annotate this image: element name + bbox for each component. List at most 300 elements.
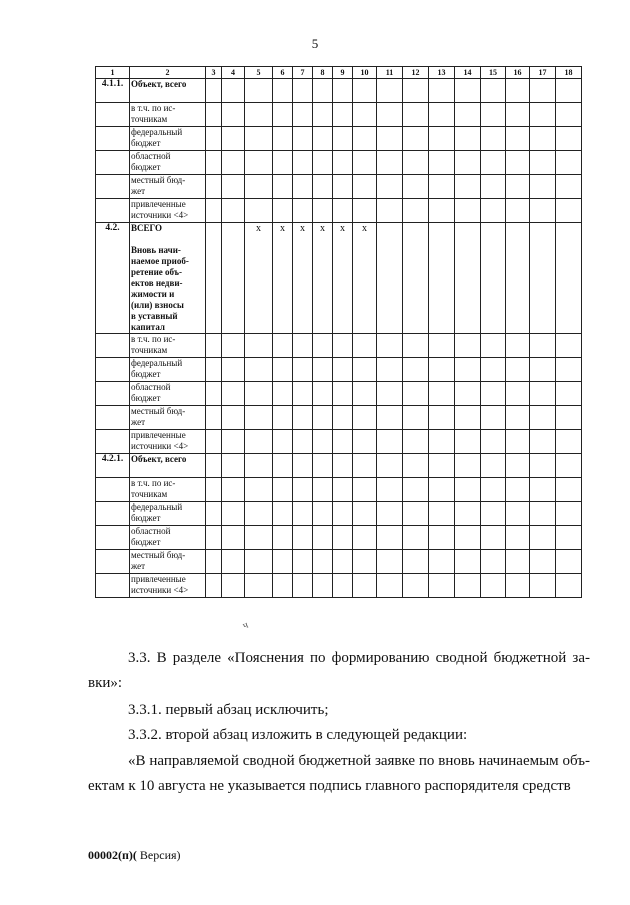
table-cell: [206, 574, 222, 598]
row-label-cell: привлеченные источники <4>: [130, 430, 206, 454]
table-cell: [206, 79, 222, 103]
table-cell: [273, 478, 293, 502]
table-cell: [245, 127, 273, 151]
footer-version: Версия): [136, 848, 181, 862]
column-number: 12: [403, 67, 429, 79]
table-cell: [206, 454, 222, 478]
row-number-cell: 4.1.1.: [96, 79, 130, 103]
table-cell: [455, 382, 481, 406]
footer-code: 00002(п)(: [88, 848, 137, 862]
table-cell: [429, 175, 455, 199]
table-cell: [222, 550, 245, 574]
table-cell: [313, 550, 333, 574]
column-number: 17: [530, 67, 556, 79]
table-cell: [333, 430, 353, 454]
table-cell: [556, 574, 582, 598]
table-cell: [333, 382, 353, 406]
table-cell: [556, 454, 582, 478]
table-cell: [506, 223, 530, 334]
table-cell: [530, 526, 556, 550]
table-cell: [293, 550, 313, 574]
table-cell: [377, 223, 403, 334]
table-cell: [245, 199, 273, 223]
table-cell: [206, 550, 222, 574]
table-cell: [206, 382, 222, 406]
table-cell: [273, 334, 293, 358]
table-cell: [530, 151, 556, 175]
table-cell: [403, 478, 429, 502]
table-cell: [403, 79, 429, 103]
table-cell: [429, 151, 455, 175]
table-cell: [530, 550, 556, 574]
table-cell: [206, 334, 222, 358]
table-cell: [481, 526, 506, 550]
table-cell: [293, 175, 313, 199]
table-cell: [556, 382, 582, 406]
table-cell: [313, 454, 333, 478]
table-cell: [481, 151, 506, 175]
table-cell: [506, 430, 530, 454]
table-cell: [222, 151, 245, 175]
table-cell: [245, 502, 273, 526]
table-cell: [481, 382, 506, 406]
table-cell: [429, 430, 455, 454]
table-cell: [313, 103, 333, 127]
table-cell: [429, 334, 455, 358]
table-cell: [245, 175, 273, 199]
table-cell: [506, 103, 530, 127]
column-number: 8: [313, 67, 333, 79]
table-cell: [530, 430, 556, 454]
row-number-cell: 4.2.: [96, 223, 130, 334]
table-cell: [455, 454, 481, 478]
table-cell: [556, 478, 582, 502]
table-cell: [293, 79, 313, 103]
table-cell: [403, 382, 429, 406]
table-cell: [273, 502, 293, 526]
table-cell: [245, 382, 273, 406]
row-label-cell: привлеченные источники <4>: [130, 199, 206, 223]
table-row: [96, 103, 582, 127]
table-cell: [455, 334, 481, 358]
table-cell: [206, 223, 222, 334]
table-row: [96, 430, 582, 454]
table-cell: [377, 406, 403, 430]
table-cell: [506, 502, 530, 526]
table-cell: [506, 478, 530, 502]
table-cell: [293, 574, 313, 598]
table-cell: [273, 199, 293, 223]
table-cell: [455, 151, 481, 175]
table-cell: [481, 127, 506, 151]
table-row: [96, 526, 582, 550]
table-cell: [313, 502, 333, 526]
table-cell: [429, 550, 455, 574]
row-label-cell: Объект, всего: [130, 79, 206, 103]
row-number-cell: [96, 103, 130, 127]
table-cell: [429, 502, 455, 526]
table-cell: [353, 151, 377, 175]
table-cell: [455, 430, 481, 454]
table-cell: [429, 526, 455, 550]
table-cell: [377, 454, 403, 478]
table-cell: [333, 103, 353, 127]
table-cell: [530, 103, 556, 127]
table-cell: [530, 454, 556, 478]
table-cell: [353, 478, 377, 502]
table-cell: [455, 175, 481, 199]
table-cell: [506, 526, 530, 550]
table-cell: [293, 199, 313, 223]
table-cell: [481, 502, 506, 526]
paragraph-3-3-1: 3.3.1. первый абзац исключить;: [128, 702, 329, 718]
paragraph-3-3: 3.3. В разделе «Пояснения по формированию сводной бюджетной за-вки»:: [88, 650, 590, 691]
table-cell: [403, 502, 429, 526]
not-applicable-mark: x: [245, 223, 273, 334]
table-cell: [556, 79, 582, 103]
row-label-cell: местный бюд- жет: [130, 550, 206, 574]
table-cell: [293, 334, 313, 358]
table-cell: [506, 334, 530, 358]
table-cell: [273, 127, 293, 151]
table-cell: [206, 199, 222, 223]
table-cell: [353, 79, 377, 103]
row-label-cell: областной бюджет: [130, 526, 206, 550]
table-cell: [455, 223, 481, 334]
table-cell: [206, 151, 222, 175]
table-cell: [506, 151, 530, 175]
table-row: [96, 334, 582, 358]
row-label-cell: областной бюджет: [130, 151, 206, 175]
table-cell: [403, 550, 429, 574]
table-cell: [530, 358, 556, 382]
table-cell: [506, 199, 530, 223]
table-cell: [506, 574, 530, 598]
table-cell: [293, 454, 313, 478]
table-cell: [377, 502, 403, 526]
table-cell: [429, 103, 455, 127]
row-number-cell: [96, 430, 130, 454]
table-cell: [429, 478, 455, 502]
table-cell: [333, 478, 353, 502]
table-cell: [353, 199, 377, 223]
table-cell: [455, 574, 481, 598]
table-cell: [353, 574, 377, 598]
table-cell: [403, 223, 429, 334]
table-cell: [245, 454, 273, 478]
scan-mark: ч: [241, 619, 250, 632]
table-cell: [455, 103, 481, 127]
table-cell: [273, 550, 293, 574]
column-number: 6: [273, 67, 293, 79]
column-number: 16: [506, 67, 530, 79]
table-cell: [506, 358, 530, 382]
row-label-cell: областной бюджет: [130, 382, 206, 406]
table-cell: [222, 103, 245, 127]
table-cell: [377, 574, 403, 598]
row-number-cell: [96, 382, 130, 406]
table-cell: [222, 79, 245, 103]
table-cell: [222, 127, 245, 151]
table-cell: [556, 502, 582, 526]
table-cell: [293, 406, 313, 430]
row-number-cell: [96, 199, 130, 223]
table-cell: [530, 199, 556, 223]
table-cell: [333, 454, 353, 478]
row-label-cell: ВСЕГО Вновь начи- наемое приоб- ретение объ- ектов недви- жимости и (или) взносы в уставный капитал: [130, 223, 206, 334]
table-row: [96, 454, 582, 478]
column-number: 7: [293, 67, 313, 79]
table-cell: [206, 103, 222, 127]
table-cell: [273, 430, 293, 454]
table-cell: [481, 430, 506, 454]
table-cell: [293, 127, 313, 151]
row-label-cell: привлеченные источники <4>: [130, 574, 206, 598]
row-number-cell: [96, 574, 130, 598]
row-number-cell: [96, 151, 130, 175]
table-cell: [333, 334, 353, 358]
table-row: [96, 223, 582, 334]
table-cell: [377, 127, 403, 151]
table-cell: [353, 103, 377, 127]
table-cell: [403, 334, 429, 358]
table-cell: [377, 358, 403, 382]
table-cell: [481, 223, 506, 334]
table-row: [96, 358, 582, 382]
table-cell: [506, 79, 530, 103]
table-cell: [353, 526, 377, 550]
table-cell: [313, 151, 333, 175]
table-cell: [273, 103, 293, 127]
table-cell: [353, 175, 377, 199]
table-cell: [245, 79, 273, 103]
table-cell: [313, 430, 333, 454]
table-cell: [222, 478, 245, 502]
table-row: [96, 502, 582, 526]
table-row: [96, 127, 582, 151]
table-cell: [222, 526, 245, 550]
column-number: 15: [481, 67, 506, 79]
table-cell: [313, 406, 333, 430]
table-cell: [556, 151, 582, 175]
table-cell: [530, 334, 556, 358]
table-cell: [455, 526, 481, 550]
table-cell: [403, 199, 429, 223]
table-cell: [556, 430, 582, 454]
table-cell: [245, 406, 273, 430]
column-number: 2: [130, 67, 206, 79]
table-cell: [429, 79, 455, 103]
table-cell: [333, 199, 353, 223]
table-row: [96, 199, 582, 223]
table-cell: [333, 406, 353, 430]
table-cell: [353, 406, 377, 430]
table-cell: [481, 358, 506, 382]
row-number-cell: [96, 175, 130, 199]
table-cell: [556, 526, 582, 550]
table-cell: [429, 382, 455, 406]
table-cell: [245, 151, 273, 175]
table-cell: [556, 406, 582, 430]
table-row: [96, 478, 582, 502]
table-cell: [481, 454, 506, 478]
table-cell: [333, 79, 353, 103]
table-cell: [530, 382, 556, 406]
table-cell: [455, 478, 481, 502]
table-cell: [481, 103, 506, 127]
row-label-cell: местный бюд- жет: [130, 175, 206, 199]
table-cell: [377, 79, 403, 103]
table-cell: [222, 382, 245, 406]
table-cell: [273, 406, 293, 430]
table-cell: [429, 199, 455, 223]
column-number: 14: [455, 67, 481, 79]
table-cell: [222, 199, 245, 223]
table-cell: [429, 127, 455, 151]
table-cell: [313, 478, 333, 502]
table-cell: [403, 526, 429, 550]
table-cell: [353, 127, 377, 151]
table-cell: [481, 199, 506, 223]
table-cell: [293, 358, 313, 382]
table-cell: [530, 79, 556, 103]
table-cell: [273, 454, 293, 478]
table-cell: [293, 382, 313, 406]
table-cell: [222, 175, 245, 199]
table-cell: [206, 502, 222, 526]
table-cell: [377, 478, 403, 502]
table-cell: [333, 502, 353, 526]
table-cell: [556, 199, 582, 223]
table-cell: [530, 223, 556, 334]
table-cell: [530, 406, 556, 430]
column-number: 1: [96, 67, 130, 79]
table-cell: [455, 502, 481, 526]
table-cell: [506, 127, 530, 151]
table-cell: [273, 526, 293, 550]
table-cell: [313, 382, 333, 406]
table-cell: [556, 103, 582, 127]
table-cell: [530, 574, 556, 598]
table-cell: [455, 406, 481, 430]
column-number: 5: [245, 67, 273, 79]
row-number-cell: [96, 526, 130, 550]
row-label-cell: федеральный бюджет: [130, 502, 206, 526]
table-cell: [222, 502, 245, 526]
row-label-cell: федеральный бюджет: [130, 127, 206, 151]
column-number: 13: [429, 67, 455, 79]
not-applicable-mark: x: [313, 223, 333, 334]
row-label-cell: в т.ч. по ис- точникам: [130, 478, 206, 502]
table-cell: [353, 358, 377, 382]
row-label-cell: федеральный бюджет: [130, 358, 206, 382]
table-cell: [245, 430, 273, 454]
table-cell: [429, 223, 455, 334]
table-cell: [377, 199, 403, 223]
table-cell: [333, 358, 353, 382]
table-row: [96, 382, 582, 406]
table-cell: [506, 454, 530, 478]
table-cell: [313, 526, 333, 550]
table-cell: [506, 175, 530, 199]
row-label-cell: Объект, всего: [130, 454, 206, 478]
table-row: [96, 574, 582, 598]
table-cell: [222, 334, 245, 358]
table-cell: [333, 151, 353, 175]
row-number-cell: [96, 334, 130, 358]
table-cell: [377, 151, 403, 175]
table-cell: [245, 334, 273, 358]
table-cell: [506, 382, 530, 406]
table-cell: [273, 151, 293, 175]
table-cell: [530, 127, 556, 151]
column-number: 9: [333, 67, 353, 79]
table-cell: [530, 478, 556, 502]
table-cell: [429, 574, 455, 598]
row-label-cell: местный бюд- жет: [130, 406, 206, 430]
table-cell: [222, 454, 245, 478]
row-number-cell: [96, 127, 130, 151]
row-number-cell: [96, 502, 130, 526]
table-cell: [206, 526, 222, 550]
table-cell: [377, 382, 403, 406]
row-label-cell: в т.ч. по ис- точникам: [130, 103, 206, 127]
table-cell: [481, 406, 506, 430]
table-cell: [481, 478, 506, 502]
table-cell: [245, 358, 273, 382]
table-cell: [206, 478, 222, 502]
row-number-cell: 4.2.1.: [96, 454, 130, 478]
not-applicable-mark: x: [273, 223, 293, 334]
investment-table: [95, 66, 582, 598]
table-cell: [403, 151, 429, 175]
table-cell: [313, 574, 333, 598]
table-cell: [313, 199, 333, 223]
table-cell: [333, 526, 353, 550]
table-cell: [481, 550, 506, 574]
table-cell: [333, 175, 353, 199]
table-cell: [481, 175, 506, 199]
column-number: 10: [353, 67, 377, 79]
table-cell: [403, 406, 429, 430]
table-cell: [293, 478, 313, 502]
table-cell: [245, 103, 273, 127]
table-row: [96, 175, 582, 199]
table-cell: [273, 358, 293, 382]
page-number: 5: [311, 36, 319, 51]
table-cell: [245, 550, 273, 574]
table-cell: [313, 175, 333, 199]
not-applicable-mark: x: [293, 223, 313, 334]
table-cell: [481, 574, 506, 598]
row-number-cell: [96, 550, 130, 574]
table-cell: [353, 454, 377, 478]
table-cell: [206, 127, 222, 151]
table-cell: [403, 574, 429, 598]
table-row: [96, 406, 582, 430]
table-cell: [222, 223, 245, 334]
table-cell: [429, 406, 455, 430]
not-applicable-mark: x: [353, 223, 377, 334]
table-cell: [556, 334, 582, 358]
table-cell: [403, 175, 429, 199]
table-cell: [455, 127, 481, 151]
table-cell: [293, 502, 313, 526]
table-cell: [403, 103, 429, 127]
table-cell: [377, 550, 403, 574]
table-cell: [293, 103, 313, 127]
table-cell: [245, 526, 273, 550]
